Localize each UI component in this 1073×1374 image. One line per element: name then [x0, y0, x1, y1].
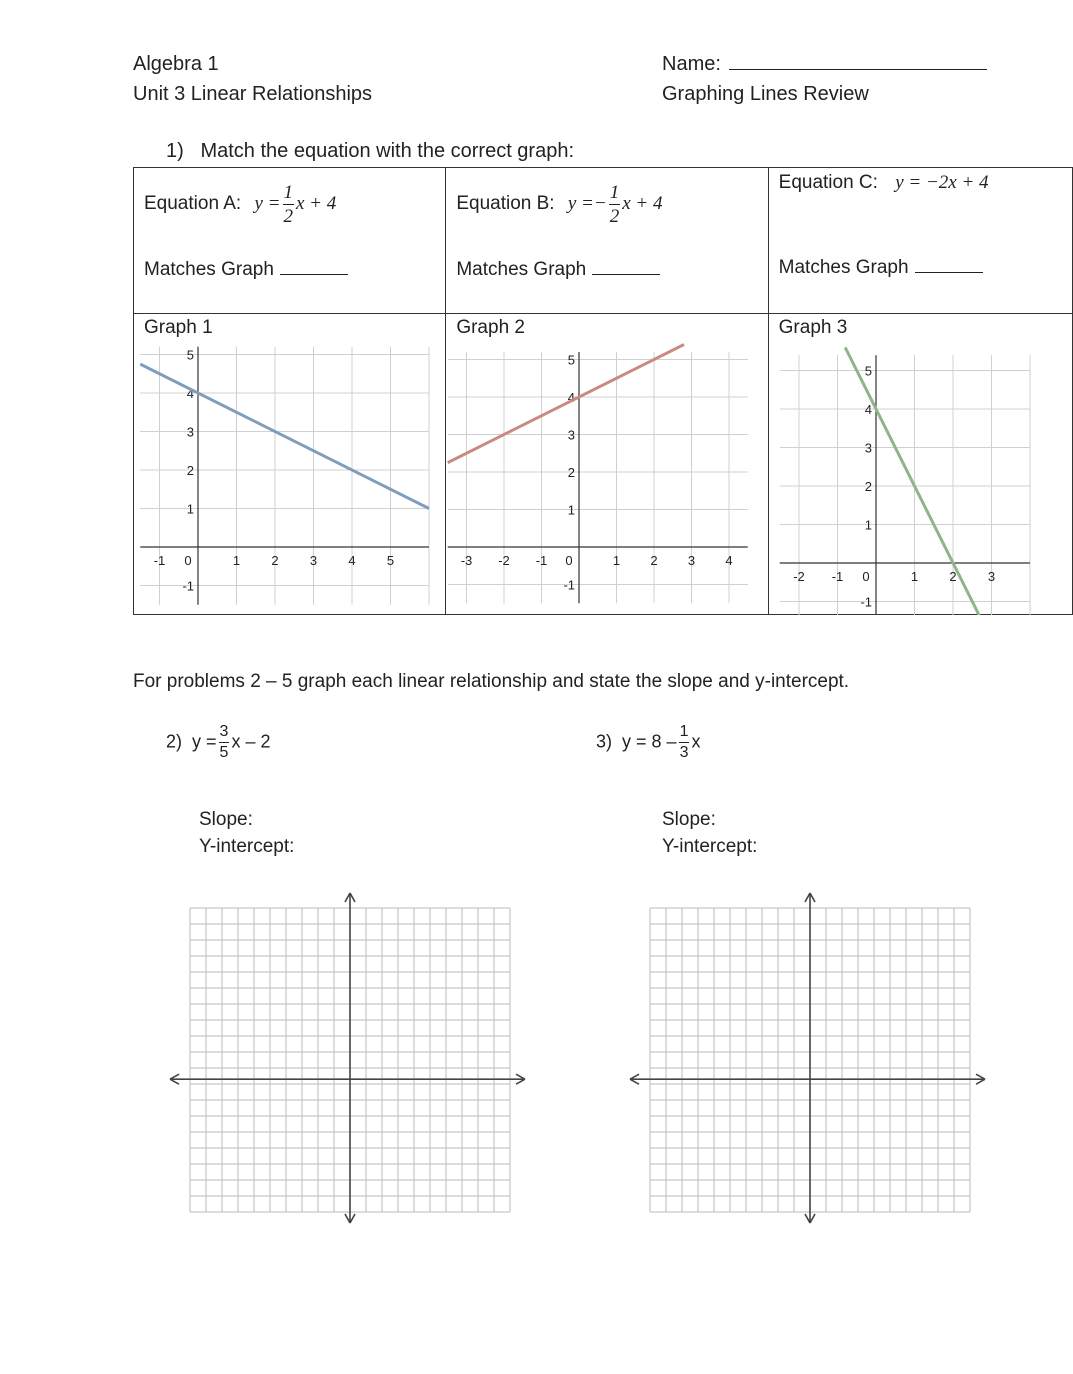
matches-graph-label-c: Matches Graph — [778, 257, 909, 278]
y-tick-label: 3 — [186, 424, 194, 440]
x-tick-label: -1 — [536, 553, 548, 568]
problem-3-slope-label: Slope: — [662, 809, 716, 830]
equation-b-label: Equation B: — [456, 192, 555, 214]
graph-3-title: Graph 3 — [778, 317, 848, 338]
y-tick-label: 5 — [568, 352, 576, 368]
y-tick-label: 4 — [864, 402, 872, 417]
problem-2-equation: 2) y = $\frac{3}{5}$ x – 2 — [166, 723, 271, 761]
problem-1-instruction: Match the equation with the correct graph: — [200, 140, 575, 162]
problem-2-slope-label: Slope: — [199, 809, 253, 830]
y-tick-label: 4 — [568, 390, 576, 405]
y-tick-label: 2 — [864, 479, 872, 494]
problem-3-yint-label: Y-intercept: — [662, 836, 758, 857]
graph-2 — [446, 314, 768, 615]
graph-line — [140, 364, 429, 508]
x-tick-label: 4 — [725, 553, 733, 568]
y-tick-label: 1 — [864, 517, 872, 533]
x-tick-label: -1 — [831, 569, 843, 584]
x-tick-label: 2 — [650, 553, 658, 568]
y-tick-label: 3 — [864, 440, 872, 456]
x-tick-label: -2 — [498, 553, 511, 568]
y-tick-label: 3 — [568, 427, 576, 443]
x-tick-label: -1 — [153, 553, 166, 568]
x-tick-label: 1 — [613, 553, 621, 568]
y-tick-label: 2 — [186, 463, 194, 478]
x-tick-label: 1 — [232, 553, 241, 568]
equation-b: y =− $\frac{1}{2}$ x + 4 — [567, 182, 663, 227]
matches-graph-label-b: Matches Graph — [456, 259, 587, 280]
answer-blank-c[interactable] — [915, 256, 983, 273]
problem-2-grid[interactable] — [165, 888, 535, 1228]
problem-1-heading: 1) Match the equation with the correct graph: — [166, 140, 575, 162]
answer-blank-b[interactable] — [592, 258, 660, 275]
x-tick-label: 5 — [386, 553, 395, 568]
y-tick-label: -1 — [182, 578, 194, 594]
equation-c: y = −2x + 4 — [895, 172, 989, 193]
x-tick-label: 3 — [987, 569, 995, 584]
instructions-2-5: For problems 2 – 5 graph each linear relationship and state the slope and y-intercept. — [133, 671, 850, 692]
y-tick-label: 5 — [864, 363, 872, 379]
graph-1-title: Graph 1 — [144, 317, 213, 338]
x-tick-label: 0 — [565, 553, 573, 568]
equation-a-label: Equation A: — [144, 192, 242, 214]
x-tick-label: 0 — [862, 569, 870, 584]
graph-3 — [769, 314, 1073, 615]
y-tick-label: -1 — [563, 577, 576, 593]
answer-blank-a[interactable] — [280, 258, 348, 275]
worksheet-title: Graphing Lines Review — [662, 83, 869, 105]
y-tick-label: 4 — [186, 386, 194, 401]
match-table — [133, 167, 1073, 615]
y-tick-label: 1 — [186, 501, 194, 517]
equation-a: y = $\frac{1}{2}$ x + 4 — [254, 182, 337, 227]
x-tick-label: 2 — [271, 553, 279, 568]
course-title: Algebra 1 — [133, 53, 219, 75]
x-tick-label: 3 — [688, 553, 696, 568]
x-tick-label: 1 — [910, 569, 918, 584]
y-tick-label: 1 — [568, 502, 576, 518]
y-tick-label: 2 — [568, 465, 576, 480]
y-tick-label: -1 — [860, 594, 872, 610]
x-tick-label: 3 — [309, 553, 318, 568]
x-tick-label: -2 — [792, 569, 805, 584]
problem-3-equation: 3) y = 8 – $\frac{1}{3}$ x — [596, 723, 701, 761]
x-tick-label: 2 — [949, 569, 957, 584]
graph-2-title: Graph 2 — [456, 317, 525, 338]
x-tick-label: -3 — [461, 553, 473, 568]
x-tick-label: 4 — [348, 553, 356, 568]
problem-2-yint-label: Y-intercept: — [199, 836, 295, 857]
graph-1 — [134, 314, 446, 615]
problem-3-grid[interactable] — [625, 888, 995, 1228]
equation-c-label: Equation C: — [778, 172, 878, 193]
y-tick-label: 5 — [186, 347, 194, 363]
unit-title: Unit 3 Linear Relationships — [133, 83, 373, 105]
name-label: Name: — [662, 53, 721, 75]
name-blank[interactable] — [729, 49, 987, 70]
matches-graph-label-a: Matches Graph — [144, 259, 274, 280]
x-tick-label: 0 — [184, 553, 192, 568]
graph-line — [448, 345, 684, 463]
